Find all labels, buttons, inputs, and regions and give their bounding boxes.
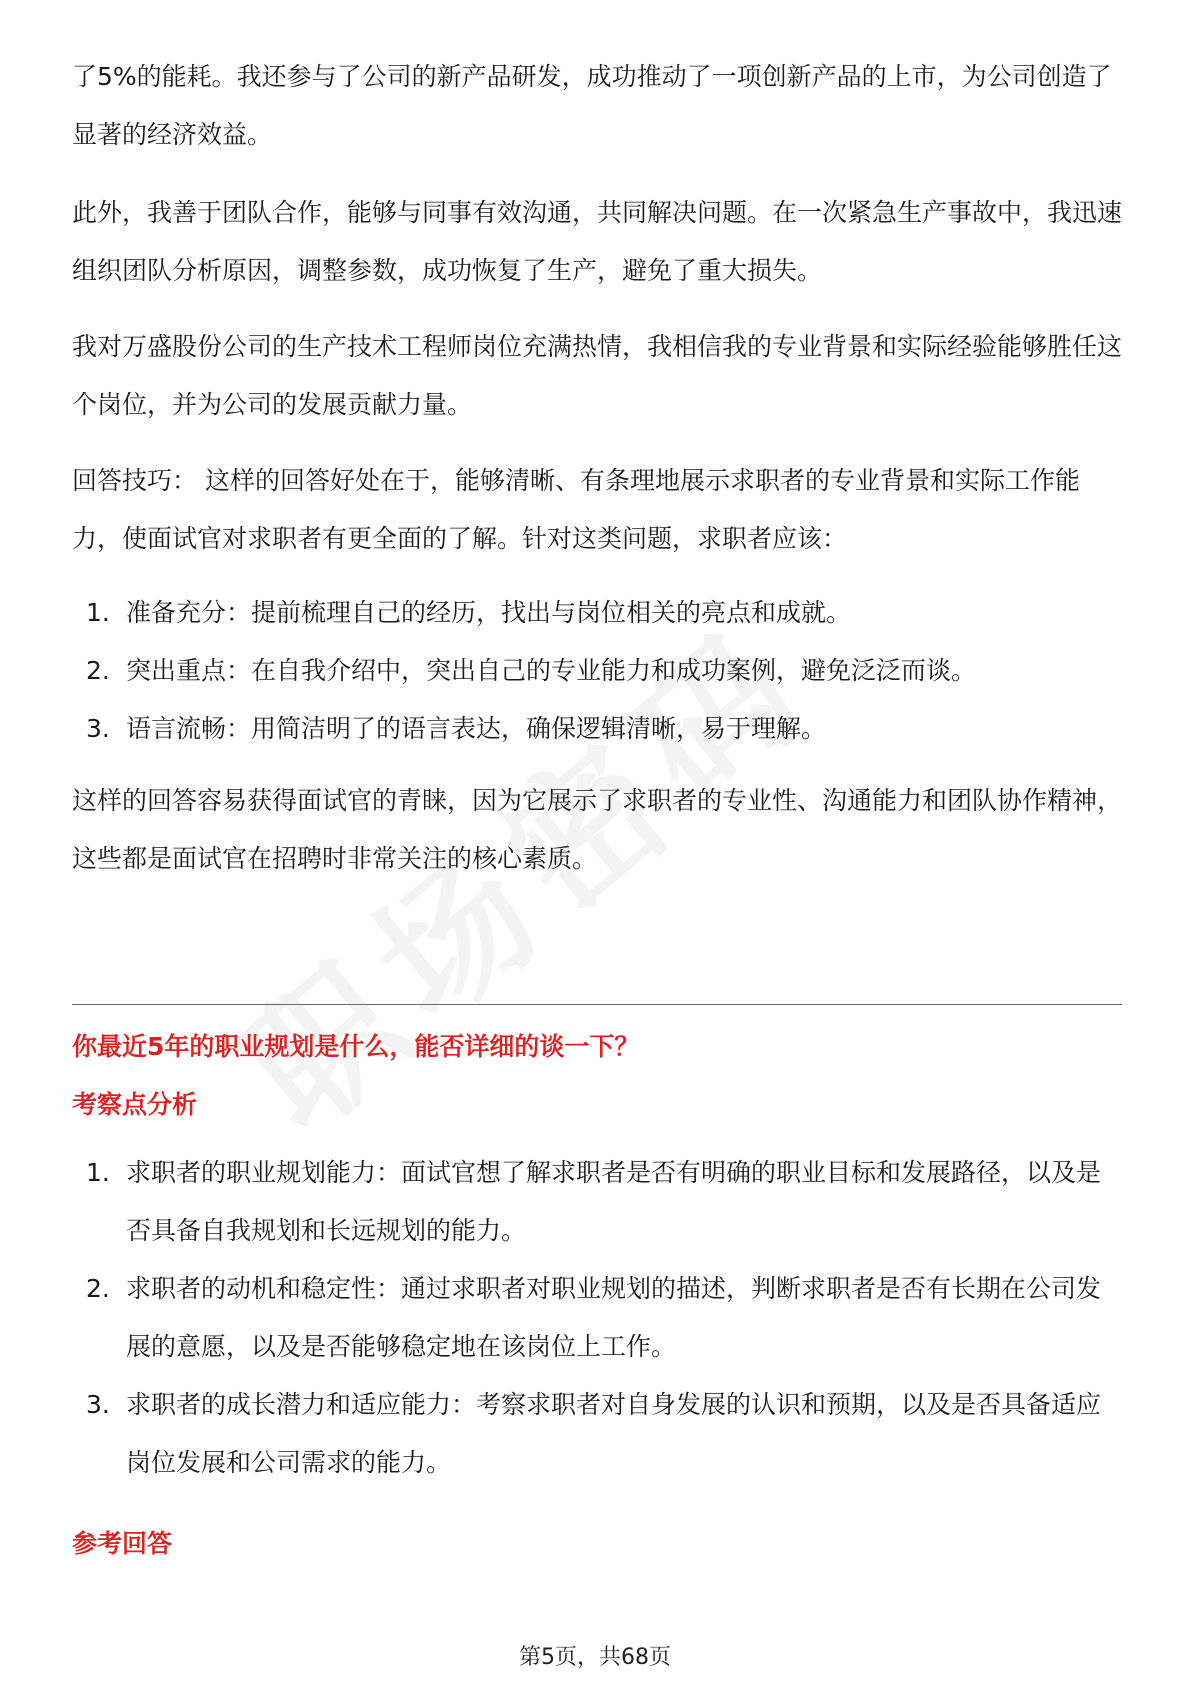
question-heading: 你最近5年的职业规划是什么，能否详细的谈一下？ [72, 1032, 640, 1061]
paragraph-answer-tips: 回答技巧： 这样的回答好处在于，能够清晰、有条理地展示求职者的专业背景和实际工作能力，使面试官对求职者有更全面的了解。针对这类问题，求职者应该： [72, 466, 1080, 553]
reference-answer-heading: 参考回答 [72, 1529, 173, 1558]
list-item: 2. 突出重点：在自我介绍中，突出自己的专业能力和成功案例，避免泛泛而谈。 [86, 656, 977, 685]
paragraph-enthusiasm: 我对万盛股份公司的生产技术工程师岗位充满热情，我相信我的专业背景和实际经验能够胜任这个岗位，并为公司的发展贡献力量。 [72, 332, 1123, 419]
analysis-heading: 考察点分析 [72, 1090, 198, 1119]
paragraph-teamwork: 此外，我善于团队合作，能够与同事有效沟通，共同解决问题。在一次紧急生产事故中，我迅速组织团队分析原因，调整参数，成功恢复了生产，避免了重大损失。 [72, 198, 1123, 285]
list-item: 3. 求职者的成长潜力和适应能力：考察求职者对自身发展的认识和预期，以及是否具备适应岗位发展和公司需求的能力。 [86, 1390, 1102, 1477]
paragraph-energy: 了5%的能耗。我还参与了公司的新产品研发，成功推动了一项创新产品的上市，为公司创造了显著的经济效益。 [72, 62, 1112, 149]
list-item: 2. 求职者的动机和稳定性：通过求职者对职业规划的描述，判断求职者是否有长期在公司发展的意愿，以及是否能够稳定地在该岗位上工作。 [86, 1274, 1102, 1361]
list-item: 1. 准备充分：提前梳理自己的经历，找出与岗位相关的亮点和成就。 [86, 598, 852, 627]
section-divider [72, 1004, 1122, 1005]
paragraph-conclusion: 这样的回答容易获得面试官的青睐，因为它展示了求职者的专业性、沟通能力和团队协作精神，这些都是面试官在招聘时非常关注的核心素质。 [72, 786, 1123, 873]
analysis-list [72, 1144, 1122, 1492]
tips-list [72, 584, 1122, 758]
list-item: 1. 求职者的职业规划能力：面试官想了解求职者是否有明确的职业目标和发展路径，以及是否具备自我规划和长远规划的能力。 [86, 1158, 1102, 1245]
page-number: 第5页，共68页 [519, 1645, 671, 1670]
list-item: 3. 语言流畅：用简洁明了的语言表达，确保逻辑清晰，易于理解。 [86, 714, 827, 743]
